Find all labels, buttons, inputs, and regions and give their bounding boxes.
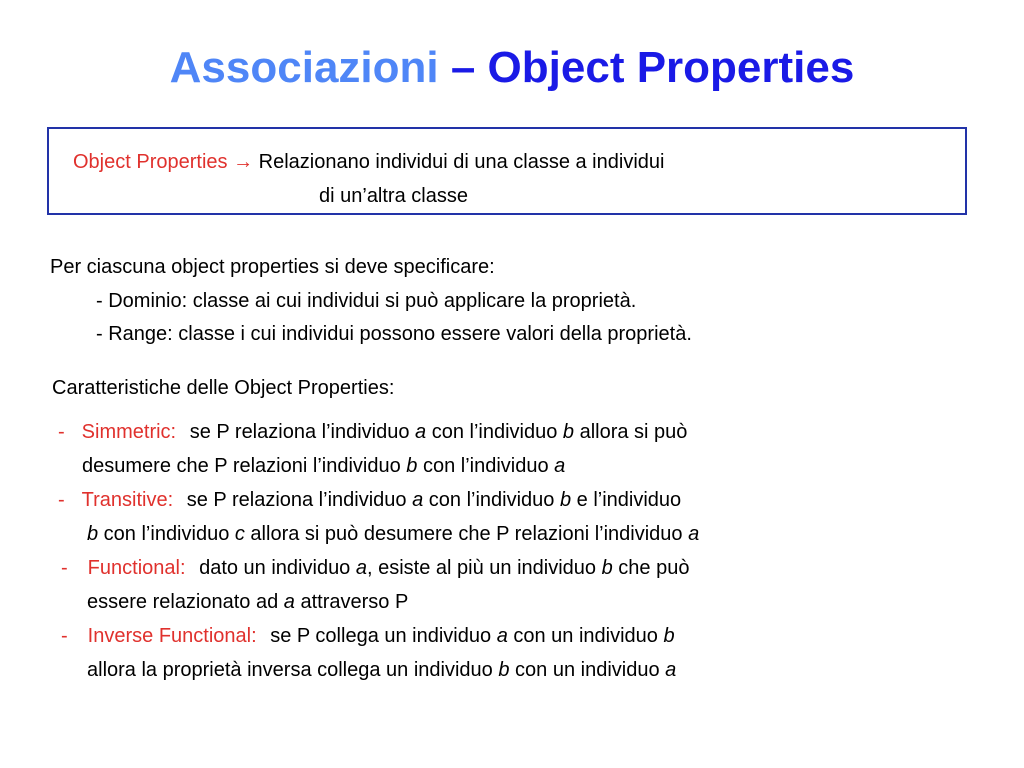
simmetric-text: se P relaziona l’individuo — [189, 421, 416, 443]
simmetric-label: Simmetric: — [81, 421, 177, 443]
var-a: a — [283, 591, 295, 613]
inverse-functional-text: con un individuo — [507, 625, 664, 647]
transitive-label: Transitive: — [81, 489, 174, 511]
transitive-text: se P relaziona l’individuo — [186, 489, 413, 511]
spec-item-range: - Range: classe i cui individui possono essere valori della proprietà. — [96, 323, 692, 345]
var-b: b — [562, 421, 575, 443]
var-a: a — [665, 659, 677, 681]
simmetric-line2 — [82, 454, 565, 478]
transitive-text: con l’individuo — [98, 523, 235, 545]
title-dash: – — [438, 43, 476, 92]
inverse-functional-line1 — [61, 624, 675, 648]
inverse-functional-line2 — [87, 658, 676, 682]
functional-line1 — [61, 556, 689, 580]
inverse-functional-text: se P collega un individuo — [270, 625, 497, 647]
functional-label: Functional: — [87, 557, 186, 579]
inverse-functional-label: Inverse Functional: — [87, 625, 257, 647]
transitive-text: e l’individuo — [571, 489, 682, 511]
var-a: a — [415, 421, 427, 443]
functional-text: essere relazionato ad — [87, 591, 284, 613]
var-a: a — [496, 625, 508, 647]
simmetric-text: con l’individuo — [417, 455, 555, 477]
var-a: a — [355, 557, 367, 579]
var-b: b — [498, 659, 510, 681]
simmetric-text: allora si può — [574, 421, 688, 443]
slide-title — [0, 38, 1024, 98]
var-a: a — [554, 455, 566, 477]
characteristics-heading: Caratteristiche delle Object Properties: — [52, 377, 395, 399]
var-b: b — [87, 523, 99, 545]
simmetric-line1 — [58, 420, 687, 444]
title-part1: Associazioni — [169, 43, 439, 92]
functional-text: dato un individuo — [199, 557, 356, 579]
definition-term: Object Properties — [73, 151, 228, 173]
simmetric-text: desumere che P relazioni l’individuo — [82, 455, 407, 477]
simmetric-text: con l’individuo — [426, 421, 563, 443]
var-a: a — [688, 523, 700, 545]
definition-text-line1: Relazionano individui di una classe a individui — [258, 151, 665, 173]
var-a: a — [412, 489, 424, 511]
transitive-line1 — [58, 488, 681, 512]
title-part2: Object Properties — [475, 43, 855, 92]
functional-text: , esiste al più un individuo — [367, 557, 602, 579]
transitive-text: con l’individuo — [423, 489, 560, 511]
inverse-functional-bullet: - — [61, 625, 68, 647]
transitive-line2 — [87, 522, 699, 546]
functional-line2 — [87, 590, 408, 614]
transitive-text: allora si può desumere che P relazioni l’individuo — [244, 523, 689, 545]
arrow-right-icon: → — [233, 151, 254, 173]
var-c: c — [234, 523, 245, 545]
inverse-functional-text: allora la proprietà inversa collega un individuo — [87, 659, 499, 681]
var-b: b — [601, 557, 613, 579]
definition-line2: di un’altra classe — [319, 185, 468, 207]
spec-item-dominio: - Dominio: classe ai cui individui si può applicare la proprietà. — [96, 290, 637, 312]
inverse-functional-text: con un individuo — [509, 659, 666, 681]
functional-text: che può — [612, 557, 690, 579]
simmetric-bullet: - — [58, 421, 65, 443]
spec-intro: Per ciascuna object properties si deve specificare: — [50, 256, 495, 278]
var-b: b — [406, 455, 418, 477]
transitive-bullet: - — [58, 489, 65, 511]
var-b: b — [663, 625, 675, 647]
var-b: b — [559, 489, 572, 511]
definition-line1 — [73, 150, 664, 174]
functional-text: attraverso P — [294, 591, 409, 613]
functional-bullet: - — [61, 557, 68, 579]
